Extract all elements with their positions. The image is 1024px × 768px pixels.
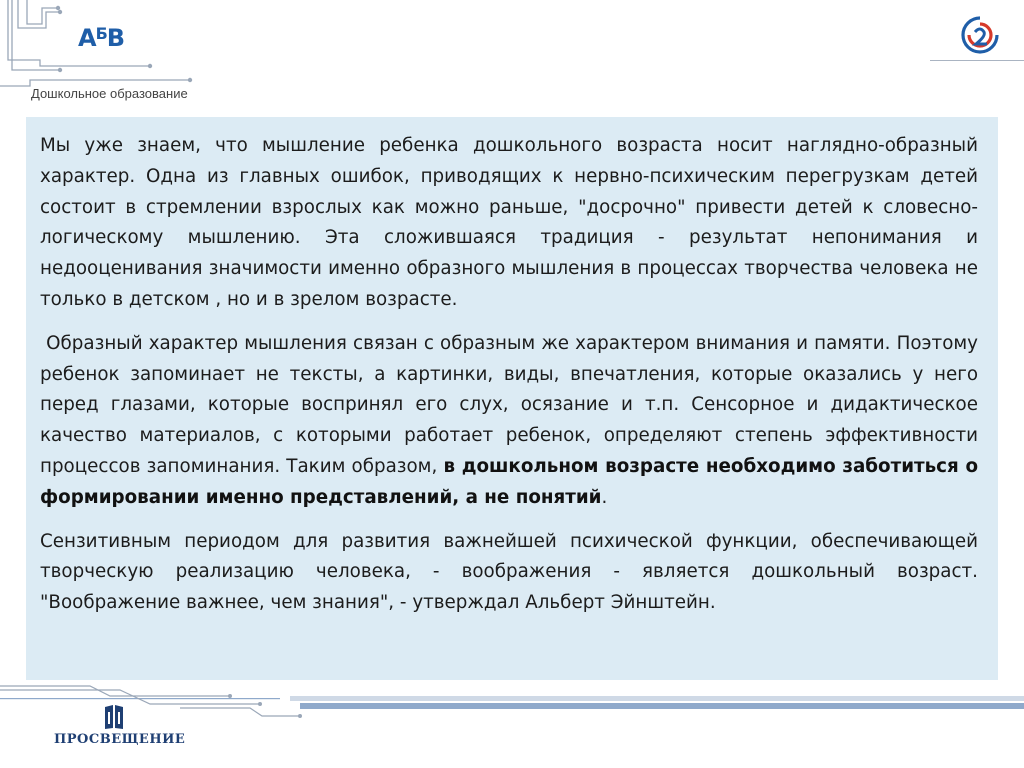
paragraph-3: Сензитивным периодом для развития важнейшей психической функции, обеспечивающей творческую реализацию человека, - воображения - является дошкольный возраст. "Воображение важнее, чем знания", - утверждал Альберт Эйнштейн. xyxy=(40,530,978,614)
book-icon xyxy=(103,704,125,730)
header-rule xyxy=(930,60,1024,61)
paragraph-2-emphasis: в дошкольном возрасте необходимо заботиться о формировании именно представлений, а не понятий xyxy=(40,455,979,508)
paragraph-2-end: . xyxy=(601,486,608,508)
header-subtitle: Дошкольное образование xyxy=(31,86,188,101)
paragraph-1: Мы уже знаем, что мышление ребенка дошкольного возраста носит наглядно-образный характер. Одна из главных ошибок, приводящих к нервно-психическим перегрузкам детей состоит в стремлении взрослых как можно раньше, "досрочно" привести детей к словесно-логическому мышлению. Эта сложившаяся традиция - результат непонимания и недооценивания значимости именно образного мышления в процессах творчества человека не только в детском , но и в зрелом возрасте. xyxy=(40,135,978,310)
emblem-icon xyxy=(958,14,1002,56)
text-panel xyxy=(26,117,998,680)
publisher-logo: ПРОСВЕЩЕНИЕ xyxy=(54,732,186,747)
footer-decoration xyxy=(0,682,1024,722)
paragraph-2-text: Образный характер мышления связан с образным же характером внимания и памяти. Поэтому ребенок запоминает не тексты, а картинки, виды, впечатления, которые оказались у него перед глазами, которые воспринял его слух, осязание и т.п. Сенсорное и дидактическое качество материалов, с которыми работает ребенок, определяют степень эффективности процессов запоминания. Таким образом, xyxy=(40,332,978,477)
paragraph-2 xyxy=(40,329,978,514)
abv-logo: $А^БВ$ xyxy=(78,24,125,52)
